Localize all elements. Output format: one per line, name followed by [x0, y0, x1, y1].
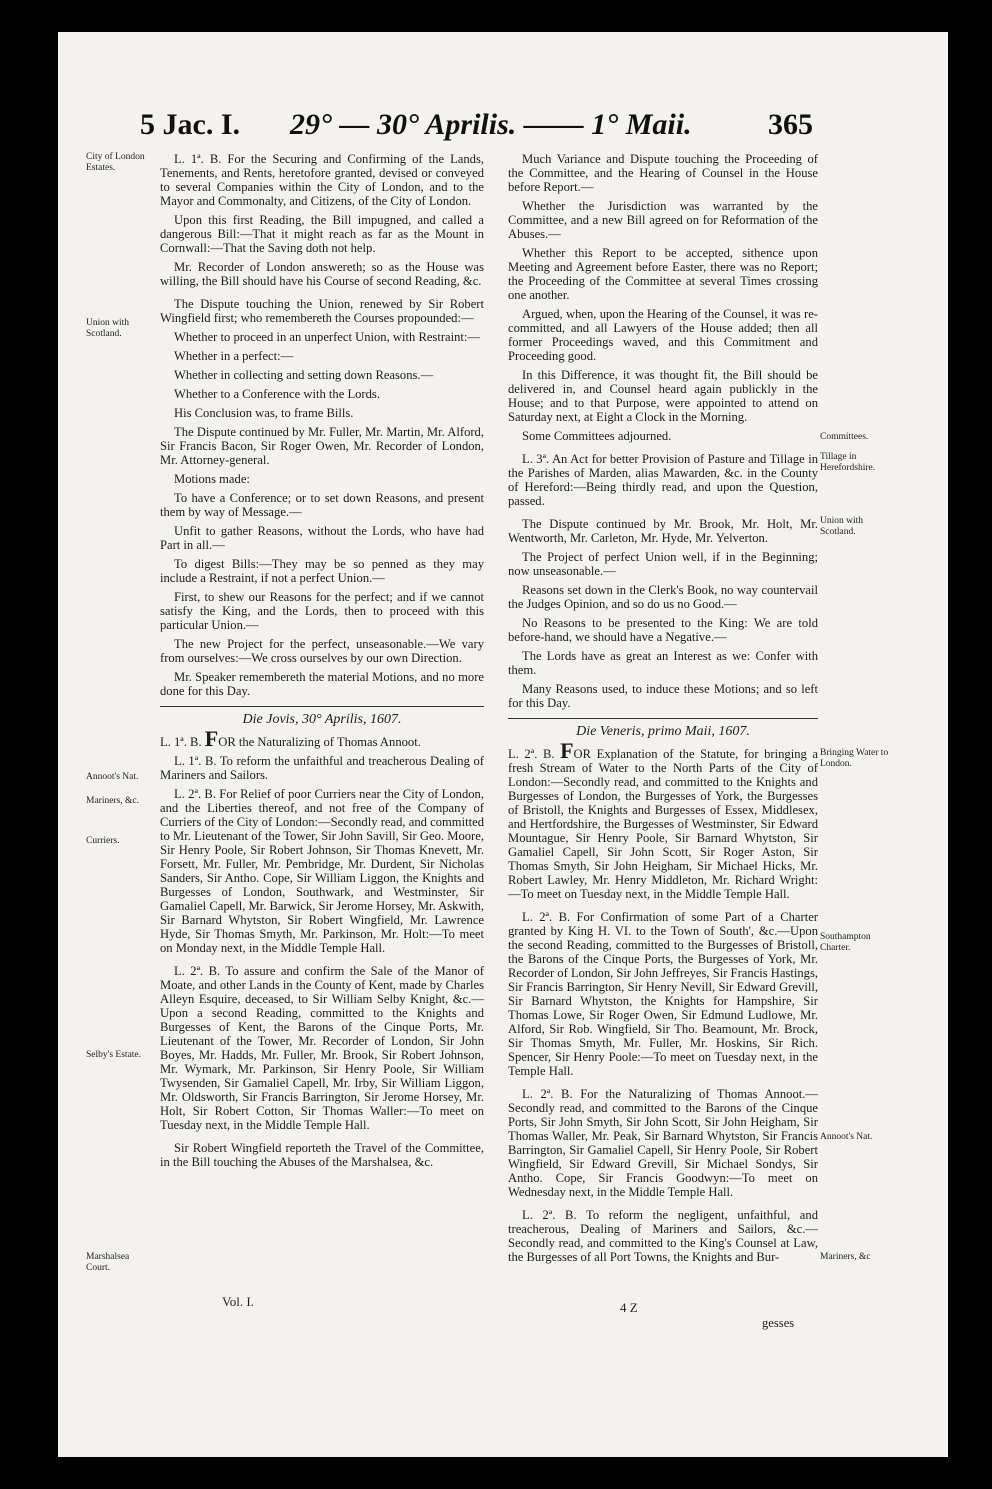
- margin-note-southampton: Southampton Charter.: [820, 932, 871, 953]
- paragraph: Argued, when, upon the Hearing of the Counsel, it was re-committed, and all Lawyers of the House added; then all former Proceedings waved, and this Commitment and Proceeding good.: [508, 307, 818, 363]
- margin-note-bringing-water: Bringing Water to London.: [820, 748, 889, 769]
- paragraph: Whether the Jurisdiction was warranted by the Committee, and a new Bill agreed on for Reformation of the Abuses.—: [508, 199, 818, 241]
- reading-marker: L. 1ª. B.: [160, 735, 202, 749]
- margin-note-city-of-london: City of London Estates.: [86, 152, 145, 173]
- paragraph: To digest Bills:—They may be so penned as they may include a Restraint, if not a perfect Union.—: [160, 557, 484, 585]
- paragraph: L. 2ª. B. For the Naturalizing of Thomas Annoot.—Secondly read, and committed to the Barons of the Cinque Ports, Sir John Smyth, Sir John Scott, Sir John Heigham, Sir Thomas Waller, Mr. Peak, Sir Barnard Whytston, Sir Francis Barrington, Sir Gamaliel Capell, Sir Henry Poole, Sir Robert Wingfield, Sir Edward Grevill, Sir Michael Sondys, Sir Antho. Cope, Sir Francis Goodwyn:—To meet on Wednesday next, in the Middle Temple Hall.: [508, 1087, 818, 1199]
- paragraph: [508, 738, 818, 901]
- margin-note-selbys-estate: Selby's Estate.: [86, 1050, 142, 1060]
- paragraph: L. 2ª. B. For Relief of poor Curriers near the City of London, and the Liberties thereof, and not free of the Company of Curriers of the City of London:—Secondly read, and committed to Mr. Lieutenant of the Tower, Sir John Savill, Sir Geo. Moore, Sir Henry Poole, Sir Robert Johnson, Sir Thomas Knevett, Mr. Forsett, Mr. Fuller, Mr. Pembridge, Mr. Durdent, Sir Nicholas Sanders, Sir Antho. Cope, Sir William Liggon, the Knights and Burgesses of London, Southwark, and Westminster, Sir Gamaliel Capell, Mr. Barwick, Sir Jerome Horsey, Mr. Askwith, Sir Barnard Whytston, Sir Robert Wingfield, Mr. Lawrence Hyde, Sir Thomas Smyth, Mr. Parkinson, Mr. Holt:—To meet on Monday next, in the Middle Temple Hall.: [160, 787, 484, 955]
- paragraph: L. 1ª. B. To reform the unfaithful and treacherous Dealing of Mariners and Sailors.: [160, 754, 484, 782]
- margin-note-tillage: Tillage in Herefordshire.: [820, 452, 876, 473]
- paragraph: To have a Conference; or to set down Reasons, and present them by way of Message.—: [160, 491, 484, 519]
- paragraph: Whether to proceed in an unperfect Union, with Restraint:—: [174, 330, 481, 344]
- paragraph: In this Difference, it was thought fit, the Bill should be delivered in, and Counsel heard again publickly in the House; and to that Purpose, were appointed to attend on Saturday next, at Eight a Clock in the Morning.: [508, 368, 818, 424]
- paragraph: The new Project for the perfect, unseasonable.—We vary from ourselves:—We cross ourselves by our own Direction.: [160, 637, 484, 665]
- paragraph: Whether this Report to be accepted, sithence upon Meeting and Agreement before Easter, there was no Report; the Proceeding of the Committee at several Times crossing one another.: [508, 246, 818, 302]
- page-number: 365: [768, 108, 813, 141]
- margin-note-committees: Committees.: [820, 432, 869, 442]
- paragraph: The Lords have as great an Interest as we: Confer with them.: [508, 649, 818, 677]
- paragraph: L. 2ª. B. To reform the negligent, unfaithful, and treacherous, Dealing of Mariners and Sailors, &c.—Secondly read, and committed to the King's Counsel at Law, the Burgesses of all Port Towns, the Knights and Bur-: [508, 1208, 818, 1264]
- paragraph: L. 2ª. B. To assure and confirm the Sale of the Manor of Moate, and other Lands in the County of Kent, made by Charles Alleyn Esquire, deceased, to Sir William Selby Knight, &c.—Upon a second Reading, committed to the Knights and Burgesses of Kent, the Barons of the Cinque Ports, Mr. Lieutenant of the Tower, Mr. Recorder of London, Sir John Boyes, Mr. Hadds, Mr. Fuller, Mr. Brook, Sir Robert Johnson, Mr. Wymark, Mr. Parkinson, Sir Henry Poole, Sir William Twysenden, Sir Gamaliel Capell, Mr. Irby, Sir William Liggon, Mr. Oldsworth, Sir Francis Barrington, Sir Jerome Horsey, Mr. Holt, Sir Robert Cotton, Sir Thomas Waller:—To meet on Tuesday next, in the Middle Temple Hall.: [160, 964, 484, 1132]
- paragraph: Whether in a perfect:—: [174, 349, 294, 363]
- paragraph: The Dispute continued by Mr. Fuller, Mr. Martin, Mr. Alford, Sir Francis Bacon, Sir Roger Owen, Mr. Recorder of London, Mr. Attorney-general.: [160, 425, 484, 467]
- paragraph: Reasons set down in the Clerk's Book, no way countervail the Judges Opinion, and so do us no Good.—: [508, 583, 818, 611]
- signature-mark: 4 Z: [620, 1300, 638, 1315]
- margin-note-mariners-2: Mariners, &c: [820, 1252, 871, 1262]
- paragraph: L. 2ª. B. For Confirmation of some Part of a Charter granted by King H. VI. to the Town of South', &c.—Upon the second Reading, committed to the Burgesses of Bristoll, the Barons of the Cinque Ports, the Burgesses of York, Mr. Recorder of London, Sir John Jeffreyes, Sir Francis Hastings, Sir Francis Barrington, Sir Henry Nevill, Sir Edward Grevill, Sir Barnard Whytston, the Knights for Hampshire, Sir Thomas Lowe, Sir Roger Owen, Sir Edmund Ludlowe, Mr. Alford, Sir Rob. Wingfield, Sir Tho. Beamount, Mr. Brock, Sir Thomas Smyth, Mr. Fuller, Mr. Hoskins, Sir Rich. Spencer, Sir Henry Poole:—To meet on Tuesday next, in the Temple Hall.: [508, 910, 819, 1078]
- paragraph: No Reasons to be presented to the King: We are told before-hand, we should have a Negative.—: [508, 616, 818, 644]
- catchword: gesses: [762, 1316, 795, 1330]
- paragraph: His Conclusion was, to frame Bills.: [174, 406, 354, 420]
- right-column: [508, 152, 818, 1269]
- day-heading: Die Veneris, primo Maii, 1607.: [576, 724, 750, 739]
- paragraph: The Dispute continued by Mr. Brook, Mr. Holt, Mr. Wentworth, Mr. Carleton, Mr. Hyde, Mr. Yelverton.: [508, 517, 818, 545]
- paragraph: [160, 726, 484, 751]
- reading-marker: L. 2ª. B.: [508, 747, 555, 761]
- paragraph: L. 1ª. B. For the Securing and Confirming of the Lands, Tenements, and Rents, heretofore granted, devised or conveyed to several Companies within the City of London, and to the Mayor and Commonalty, and Citizens, of the City of London.: [160, 152, 484, 208]
- paragraph: Unfit to gather Reasons, without the Lords, who have had Part in all.—: [160, 524, 484, 552]
- drop-cap: F: [204, 726, 219, 751]
- paragraph: Whether to a Conference with the Lords.: [174, 387, 380, 401]
- paragraph: Motions made:: [174, 472, 250, 486]
- margin-note-union-scotland: Union with Scotland.: [86, 318, 130, 339]
- paragraph: First, to shew our Reasons for the perfect; and if we cannot satisfy the King, and the Lords, then to proceed with this particular Union.—: [160, 590, 484, 632]
- margin-note-annoots-nat: Annoot's Nat.: [86, 772, 139, 782]
- margin-note-mariners: Mariners, &c.: [86, 796, 140, 806]
- paragraph: Sir Robert Wingfield reporteth the Travel of the Committee, in the Bill touching the Abuses of the Marshalsea, &c.: [160, 1141, 484, 1169]
- margin-note-annoots-nat-2: Annoot's Nat.: [820, 1132, 873, 1142]
- paragraph: L. 3ª. An Act for better Provision of Pasture and Tillage in the Parishes of Marden, alias Mawarden, &c. in the County of Hereford:—Being thirdly read, and upon the Question, passed.: [508, 452, 818, 508]
- margin-note-curriers: Curriers.: [86, 836, 120, 846]
- paragraph-text: OR the Naturalizing of Thomas Annoot.: [218, 735, 421, 749]
- section-rule: [508, 718, 818, 719]
- regnal-year: 5 Jac. I.: [140, 108, 240, 141]
- paragraph: Mr. Speaker remembereth the material Motions, and no more done for this Day.: [160, 670, 484, 698]
- margin-note-union-scotland-2: Union with Scotland.: [820, 516, 864, 537]
- day-heading: Die Jovis, 30° Aprilis, 1607.: [242, 712, 402, 727]
- left-column: [160, 152, 484, 1174]
- drop-cap: F: [560, 738, 574, 763]
- paragraph: Many Reasons used, to induce these Motions; and so left for this Day.: [508, 682, 818, 710]
- paragraph: Much Variance and Dispute touching the Proceeding of the Committee, and the Hearing of Counsel in the House before Report.—: [508, 152, 818, 194]
- margin-note-marshalsea: Marshalsea Court.: [86, 1252, 130, 1273]
- date-header: 29° — 30° Aprilis. —— 1° Maii.: [290, 108, 692, 141]
- volume-label: Vol. I.: [222, 1294, 254, 1309]
- paragraph: The Dispute touching the Union, renewed by Sir Robert Wingfield first; who remembereth the Courses propounded:—: [160, 297, 484, 325]
- paragraph: Some Committees adjourned.: [522, 429, 672, 443]
- paragraph: Mr. Recorder of London answereth; so as the House was willing, the Bill should have his Course of second Reading, &c.: [160, 260, 484, 288]
- paragraph-text: OR Explanation of the Statute, for bringing a fresh Stream of Water to the North Parts of the City of London:—Secondly read, and committed to the Knights and Burgesses of London, the Burgesses of York, the Burgesses of Bristoll, the Knights and Burgesses of Essex, Middlesex, and Hertfordshire, the Burgesses of Westminster, Sir Edward Mountague, Sir Henry Poole, Sir Barnard Whytston, Sir Gamaliel Capell, Sir John Scott, Sir Roger Aston, Sir Thomas Smyth, Sir John Heigham, Sir Michael Hicks, Mr. Robert Lawley, Mr. Henry Middleton, Mr. Richard Wright:—To meet on Tuesday next, in the Middle Temple Hall.: [508, 747, 818, 901]
- paragraph: Whether in collecting and setting down Reasons.—: [174, 368, 434, 382]
- running-head: [140, 108, 860, 148]
- paragraph: Upon this first Reading, the Bill impugned, and called a dangerous Bill:—That it might reach as far as the Mount in Cornwall:—That the Saving doth not help.: [160, 213, 484, 255]
- paragraph: The Project of perfect Union well, if in the Beginning; now unseasonable.—: [508, 550, 818, 578]
- section-rule: [160, 706, 484, 707]
